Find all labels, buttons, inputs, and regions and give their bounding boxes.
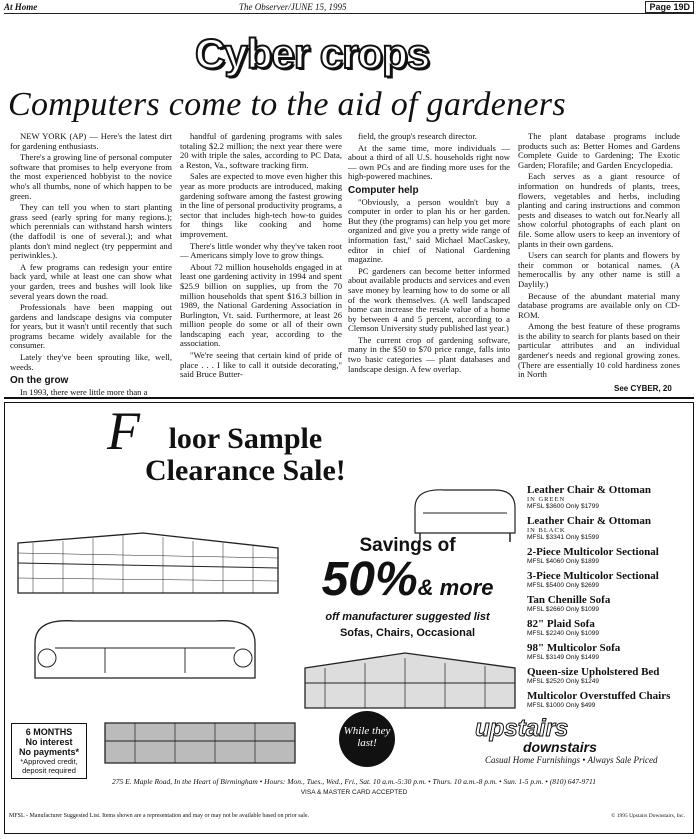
paragraph: About 72 million households engaged in at least one gardening activity in 1994 and spent $25.9 billion on supplies, up from the 70 million households that spent $16.3 billion in 1989, the National Gardening Association in Burlington, Vt. said. Furthermore, at least 26 million people do some or all of their own landscaping each year, according to the association. <box>180 261 342 349</box>
store-address: 275 E. Maple Road, In the Heart of Birmingham • Hours: Mon., Tues., Wed., Fri., Sat. 10 a.m.-5:30 p.m. • Thurs. 10 a.m.-8 p.m. • Sun. 1-5 p.m. • (810) 647-9711 <box>111 777 597 786</box>
item-variant: IN GREEN <box>527 496 566 503</box>
subhead: On the grow <box>10 375 69 387</box>
paragraph: NEW YORK (AP) — Here's the latest dirt for gardening enthusiasts. <box>10 131 172 151</box>
section-name: At Home <box>4 2 38 12</box>
article-headline: Computers come to the aid of gardeners <box>8 86 566 123</box>
item-name: Leather Chair & Ottoman <box>527 484 651 496</box>
item-name: 3-Piece Multicolor Sectional <box>527 570 659 582</box>
subhead: Computer help <box>348 184 419 196</box>
sale-item <box>527 485 693 510</box>
paragraph: They can tell you when to start planting grass seed (early spring for many regions.); which perennials can withstand harsh winters (the daffodil is one of several.); and what plants don't mind neglect (try peppermint and periwinkles.). <box>10 202 172 261</box>
sectional-illustration <box>13 513 283 603</box>
paragraph: Among the best feature of these programs is the ability to search for plants based on their particular attributes and an individual gardener's needs and regional growing zones. (There are essentially 10 cold hardiness zones in North <box>518 321 680 380</box>
credit-note: *Approved credit, deposit required <box>20 757 78 775</box>
store-tagline: Casual Home Furnishings • Always Sale Priced <box>485 755 658 765</box>
item-price: MFSL $2520 Only $1249 <box>527 678 600 685</box>
article-column-4 <box>518 132 680 382</box>
masthead: The Observer/JUNE 15, 1995 <box>239 2 347 12</box>
item-name: 2-Piece Multicolor Sectional <box>527 546 659 558</box>
savings-of-label: Savings of <box>359 535 456 556</box>
ad-title-initial: F <box>107 402 140 461</box>
article-body <box>10 131 690 397</box>
sale-items-list <box>527 485 693 715</box>
paragraph: Lately they've been sprouting like, well, weeds. <box>10 352 172 372</box>
paragraph: The current crop of gardening software, many in the $50 to $70 price range, falls into two basic categories — plant databases and landscape design. A few overlap. <box>348 334 510 374</box>
discount-percent <box>290 553 525 611</box>
item-price: MFSL $3341 Only $1599 <box>527 534 600 541</box>
article-column-2 <box>180 132 342 382</box>
ad-title-line-2: Clearance Sale! <box>145 454 346 487</box>
paragraph: Professionals have been mapping out gardens and landscape designs via computer for years, but it wasn't until recently that such programs became widely available for the consumer. <box>10 302 172 351</box>
ad-title <box>107 402 346 487</box>
paragraph: There's little wonder why they've taken root — Americans simply love to grow things. <box>180 240 342 261</box>
fine-print: MFSL - Manufacturer Suggested List. Items shown are a representation and may or may not be available based on prior sale. <box>9 813 310 819</box>
divider <box>4 397 694 399</box>
item-variant: IN BLACK <box>527 527 566 534</box>
page-header <box>4 2 694 14</box>
logo-upstairs: upstairs <box>475 715 569 742</box>
paragraph: handful of gardening programs with sales totaling $2.2 million; the next year there were 20 with triple the sales, according to PC Data, a Reston, Va., software tracking firm. <box>180 131 342 170</box>
sofa-illustration <box>25 603 265 693</box>
sale-item <box>527 667 693 685</box>
paragraph: In 1993, there were little more than a <box>20 386 148 397</box>
paragraph: PC gardeners can become better informed about available products and services and even save money by learning how to do some or all of the work themselves. (A well landscaped home can increase the resale value of a home by between 4 and 5 percent, according to a Clemson University study published last year.) <box>348 265 510 334</box>
item-price: MFSL $1000 Only $499 <box>527 702 596 709</box>
sale-item <box>527 547 693 565</box>
off-list-label: off manufacturer suggested list <box>325 611 490 623</box>
article-column-3 <box>348 132 510 376</box>
item-price: MFSL $5400 Only $2699 <box>527 582 600 589</box>
paragraph: Users can search for plants and flowers by their common or botanical names. (A hemerocallis by any other name is still a Daylily.) <box>518 250 680 289</box>
item-name: 82" Plaid Sofa <box>527 618 595 630</box>
savings-banner <box>290 535 525 639</box>
while-they-last-seal: While they last! <box>339 711 395 767</box>
paragraph: Each serves as a giant resource of information on hundreds of plants, trees, flowers, vegetables and herbs, including planting and caring instructions and common pests and diseases to watch out for.Nearly all show colorful photographs of each plant on file. Some allow users to keep an inventory of plants in their own gardens. <box>518 171 680 249</box>
sale-item <box>527 571 693 589</box>
furniture-advertisement <box>4 402 694 834</box>
store-logo <box>475 715 657 765</box>
kicker-title: Cyber crops <box>195 30 430 77</box>
logo-downstairs: downstairs <box>523 739 597 755</box>
paragraph: "We're seeing that certain kind of pride of place . . . I like to call it outside decorating," said Bruce Butter- <box>180 350 342 380</box>
item-name: Tan Chenille Sofa <box>527 594 611 606</box>
categories-label: Sofas, Chairs, Occasional <box>339 627 476 639</box>
sale-item <box>527 595 693 613</box>
item-price: MFSL $2240 Only $1099 <box>527 630 600 637</box>
no-payments-label: No payments* <box>18 747 80 757</box>
page-number: Page 19D <box>645 1 694 13</box>
item-price: MFSL $4060 Only $1899 <box>527 558 600 565</box>
paragraph: "Obviously, a person wouldn't buy a computer in order to plan his or her garden. But they (the programs) can help you get more organized and give you a pretty wide range of information fast," said Michael MacCaskey, editor in chief of National Gardening magazine. <box>348 196 510 265</box>
payment-note: VISA & MASTER CARD ACCEPTED <box>300 789 408 796</box>
sofa-illustration <box>295 638 525 718</box>
ad-title-line-1: loor Sample <box>168 422 323 455</box>
copyright: © 1995 Upstairs Downstairs, Inc. <box>611 813 685 819</box>
item-name: Leather Chair & Ottoman <box>527 515 651 527</box>
paragraph: Because of the abundant material many database programs are available only on CD-ROM. <box>518 290 680 320</box>
paragraph: A few programs can redesign your entire back yard, while at least one can show what your garden, trees and bushes will look like several years down the road. <box>10 261 172 301</box>
item-name: Multicolor Overstuffed Chairs <box>527 690 671 702</box>
sofa-illustration <box>95 703 305 773</box>
paragraph: There's a growing line of personal computer software that promises to help everyone from the most experienced hobbyist to the novice who's all thumbs, none of which happen to be green. <box>10 152 172 201</box>
sale-item <box>527 691 693 709</box>
months-title: 6 MONTHS <box>25 727 73 737</box>
item-price: MFSL $3149 Only $1499 <box>527 654 600 661</box>
paragraph: Sales are expected to move even higher this year as more products are introduced, making gardening software among the fastest growing in the line of personal productivity programs, a sector that includes high-tech how-to guides for things like cooking and home improvement. <box>180 171 342 239</box>
item-price: MFSL $3600 Only $1799 <box>527 503 600 510</box>
and-more-label: & more <box>417 575 494 600</box>
item-price: MFSL $2660 Only $1099 <box>527 606 600 613</box>
no-interest-label: No interest <box>25 737 73 747</box>
item-name: Queen-size Upholstered Bed <box>527 666 660 678</box>
article-column-1 <box>10 132 172 399</box>
percent-value: 50% <box>321 553 418 606</box>
financing-box <box>11 723 87 779</box>
paragraph: At the same time, more individuals — about a third of all U.S. households right now — own PCs and are finding more uses for the high-powered machines. <box>348 142 510 182</box>
sale-item <box>527 516 693 541</box>
paragraph: field, the group's research director. <box>358 131 477 141</box>
item-name: 98" Multicolor Sofa <box>527 642 621 654</box>
paragraph: The plant database programs include products such as: Better Homes and Gardens Complete Guide to Gardening; The Exotic Garden; Florafile; and Garden Encyclopedia. <box>518 131 680 170</box>
sale-item <box>527 619 693 637</box>
sale-item <box>527 643 693 661</box>
jump-line: See CYBER, 20 <box>614 384 672 393</box>
